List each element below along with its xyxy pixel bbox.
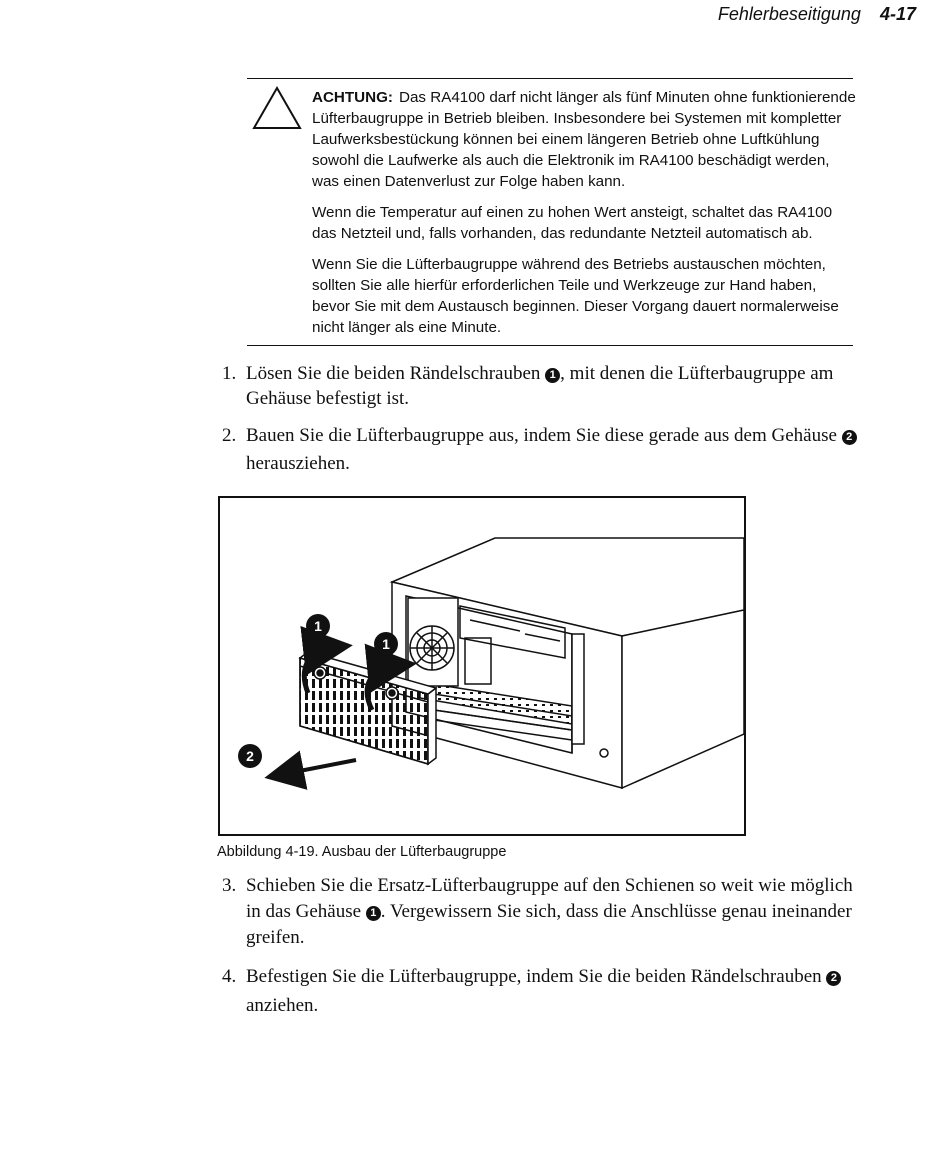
figure-callout-1a-label: 1 <box>314 618 322 634</box>
step-1 <box>222 361 862 411</box>
step-number: 2. <box>222 425 237 446</box>
warning-triangle-icon <box>251 85 303 131</box>
callout-marker: 1 <box>366 906 381 921</box>
step-text: herausziehen. <box>246 453 350 474</box>
caution-paragraph-2: Wenn die Temperatur auf einen zu hohen Wert ansteigt, schaltet das RA4100 das Netzteil und, falls vorhanden, das redundante Netzteil automatisch ab. <box>312 204 833 242</box>
caution-box <box>247 78 856 346</box>
step-text: Bauen Sie die Lüfterbaugruppe aus, indem Sie diese gerade aus dem Gehäuse <box>246 425 837 446</box>
callout-marker: 2 <box>842 430 857 445</box>
fan-assembly-illustration <box>220 498 744 834</box>
figure-fan-removal <box>218 496 746 836</box>
section-title: Fehlerbeseitigung <box>717 4 861 24</box>
figure-callout-2-label: 2 <box>246 748 254 764</box>
step-text: , mit denen die Lüfterbaugruppe am Gehäuse befestigt ist. <box>246 363 834 409</box>
step-number: 3. <box>222 875 237 896</box>
step-text: . Vergewissern Sie sich, dass die Anschlüsse genau ineinander greifen. <box>246 901 852 948</box>
step-number: 4. <box>222 966 237 987</box>
step-number: 1. <box>222 363 237 384</box>
figure-callout-1b-label: 1 <box>382 636 390 652</box>
steps-list-top <box>222 361 862 478</box>
callout-marker: 2 <box>826 971 841 986</box>
page-number: 4-17 <box>879 4 916 24</box>
steps-list-bottom <box>222 873 862 1020</box>
caution-text-1: Das RA4100 darf nicht länger als fünf Minuten ohne funktionierende Lüfterbaugruppe in Betrieb bleiben. Insbesondere bei Systemen mit kompletter Laufwerksbestückung können bei einem längeren Betrieb ohne Luftkühlung sowohl die Laufwerke als auch die Elektronik im RA4100 beschädigt werden, was einen Datenverlust zur Folge haben kann. <box>312 89 856 190</box>
figure-caption: Abbildung 4-19. Ausbau der Lüfterbaugruppe <box>217 844 507 860</box>
caution-label: ACHTUNG: <box>312 89 393 106</box>
step-text: anziehen. <box>246 995 319 1016</box>
step-2 <box>222 422 862 478</box>
step-3 <box>222 873 862 951</box>
step-text: Befestigen Sie die Lüfterbaugruppe, indem Sie die beiden Rändelschrauben <box>246 966 822 987</box>
step-4 <box>222 962 862 1020</box>
callout-marker: 1 <box>545 368 560 383</box>
caution-paragraph-3: Wenn Sie die Lüfterbaugruppe während des Betriebs austauschen möchten, sollten Sie alle hierfür erforderlichen Teile und Werkzeuge zur Hand haben, bevor Sie mit dem Austausch beginnen. Dieser Vorgang dauert normalerweise nicht länger als eine Minute. <box>312 256 839 336</box>
enclosure-drawing <box>284 538 744 788</box>
step-text: Lösen Sie die beiden Rändelschrauben <box>246 363 541 384</box>
caution-paragraph-1 <box>312 87 857 192</box>
running-header <box>718 4 916 25</box>
step-text: Schieben Sie die Ersatz-Lüfterbaugruppe auf den Schienen so weit wie möglich in das Gehäuse <box>246 875 853 922</box>
